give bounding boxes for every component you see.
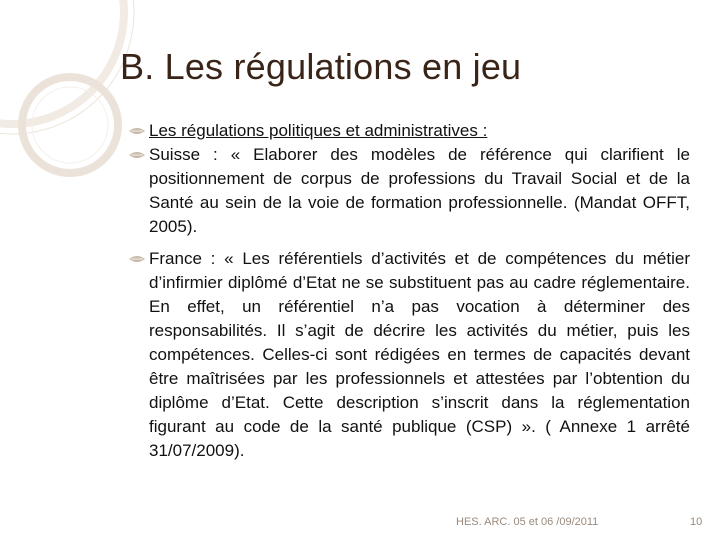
- deco-circle-medium: [0, 0, 124, 124]
- leaf-bullet-icon: [128, 126, 146, 136]
- bullet-item: [128, 247, 690, 463]
- deco-circle-small-inner: [32, 87, 108, 163]
- slide-title: B. Les régulations en jeu: [120, 46, 522, 87]
- bullet-item: [128, 119, 690, 143]
- bullet-text: France : « Les référentiels d’activités et de compétences du métier d’infirmier diplômé d’Etat ne se substituent pas au cadre réglementaire. En effet, un référentiel n’a pas vocation à déterminer des responsabilités. Il s’agit de décrire les activités du métier, puis les compétences. Celles-ci sont rédigées en termes de capacités devant être maîtrisées par les professionnels et attestées par l’obtention du diplôme d’Etat. Cette description s’inscrit dans la réglementation figurant au code de la santé publique (CSP) ». ( Annexe 1 arrêté 31/07/2009).: [149, 249, 690, 460]
- bullet-item: [128, 143, 690, 239]
- bullet-list: [128, 119, 690, 463]
- bullet-text: Les régulations politiques et administratives :: [149, 121, 488, 140]
- page-number: 10: [690, 516, 703, 528]
- footer-text: HES. ARC. 05 et 06 /09/2011: [456, 516, 599, 528]
- leaf-bullet-icon: [128, 150, 146, 160]
- bullet-text: Suisse : « Elaborer des modèles de référence qui clarifient le positionnement de corpus de professions du Travail Social et de la Santé au sein de la voie de formation professionnelle. (Mandat OFFT, 2005).: [149, 145, 690, 236]
- leaf-bullet-icon: [128, 254, 146, 264]
